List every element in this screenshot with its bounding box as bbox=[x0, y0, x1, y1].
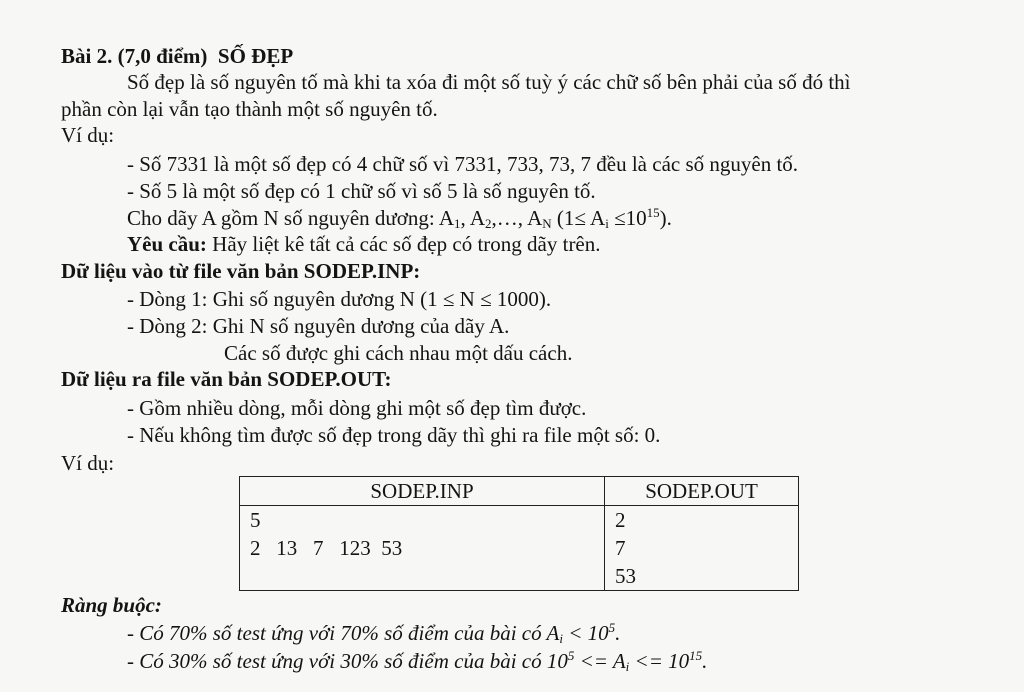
constraint-line-2: - Có 30% số test ứng với 30% số điểm của bài có $10^5 <= A_i <= 10^{15}$. bbox=[127, 648, 708, 674]
table-cell-input bbox=[240, 506, 605, 591]
requirement-line bbox=[127, 231, 601, 257]
output-value-line: 2 bbox=[615, 508, 626, 532]
input-line-3: Các số được ghi cách nhau một dấu cách. bbox=[224, 341, 573, 365]
table-cell-output bbox=[605, 506, 799, 591]
output-line-2: - Nếu không tìm được số đẹp trong dãy thì ghi ra file một số: 0. bbox=[127, 423, 661, 447]
output-value-line: 7 bbox=[615, 536, 626, 560]
requirement-text: Hãy liệt kê tất cả các số đẹp có trong dãy trên. bbox=[206, 232, 601, 256]
input-line-2: - Dòng 2: Ghi N số nguyên dương của dãy A. bbox=[127, 314, 510, 338]
intro-line-1: Số đẹp là số nguyên tố mà khi ta xóa đi một số tuỳ ý các chữ số bên phải của số đó thì bbox=[127, 70, 851, 94]
input-heading: Dữ liệu vào từ file văn bản SODEP.INP: bbox=[61, 259, 421, 283]
output-heading: Dữ liệu ra file văn bản SODEP.OUT: bbox=[61, 367, 392, 391]
constraint-line-1: - Có 70% số test ứng với 70% số điểm của bài có $A_i < 10^5$. bbox=[127, 620, 621, 646]
table-header-output: SODEP.OUT bbox=[605, 477, 799, 506]
problem-name: SỐ ĐẸP bbox=[217, 44, 294, 68]
output-line-1: - Gồm nhiều dòng, mỗi dòng ghi một số đẹp tìm được. bbox=[127, 396, 587, 420]
input-line-1: - Dòng 1: Ghi số nguyên dương N (1 ≤ N ≤ 1000). bbox=[127, 287, 552, 311]
requirement-label: Yêu cầu: bbox=[127, 232, 207, 256]
sequence-line: Cho dãy A gồm N số nguyên dương: $A_1$, $A_2,\dots$, $A_N$ $(1\le A_i \le 10^{15})$. bbox=[127, 205, 672, 231]
input-value-line: 2 13 7 123 53 bbox=[250, 536, 403, 560]
input-value-line: 5 bbox=[250, 508, 261, 532]
table-header-input: SODEP.INP bbox=[240, 477, 605, 506]
example-line-2: - Số 5 là một số đẹp có 1 chữ số vì số 5 là số nguyên tố. bbox=[127, 179, 596, 203]
table-row bbox=[240, 506, 799, 591]
problem-label: Bài 2. (7,0 điểm) bbox=[61, 44, 208, 68]
constraints-heading: Ràng buộc: bbox=[61, 593, 162, 617]
table-header-row bbox=[240, 477, 799, 506]
example-line-1: - Số 7331 là một số đẹp có 4 chữ số vì 7331, 733, 73, 7 đều là các số nguyên tố. bbox=[127, 152, 799, 176]
example2-heading: Ví dụ: bbox=[61, 451, 115, 475]
intro-line-2: phần còn lại vẫn tạo thành một số nguyên tố. bbox=[61, 97, 438, 121]
problem-title bbox=[61, 43, 293, 69]
io-example-table bbox=[239, 476, 799, 591]
example-heading: Ví dụ: bbox=[61, 123, 115, 147]
output-value-line: 53 bbox=[615, 564, 636, 588]
